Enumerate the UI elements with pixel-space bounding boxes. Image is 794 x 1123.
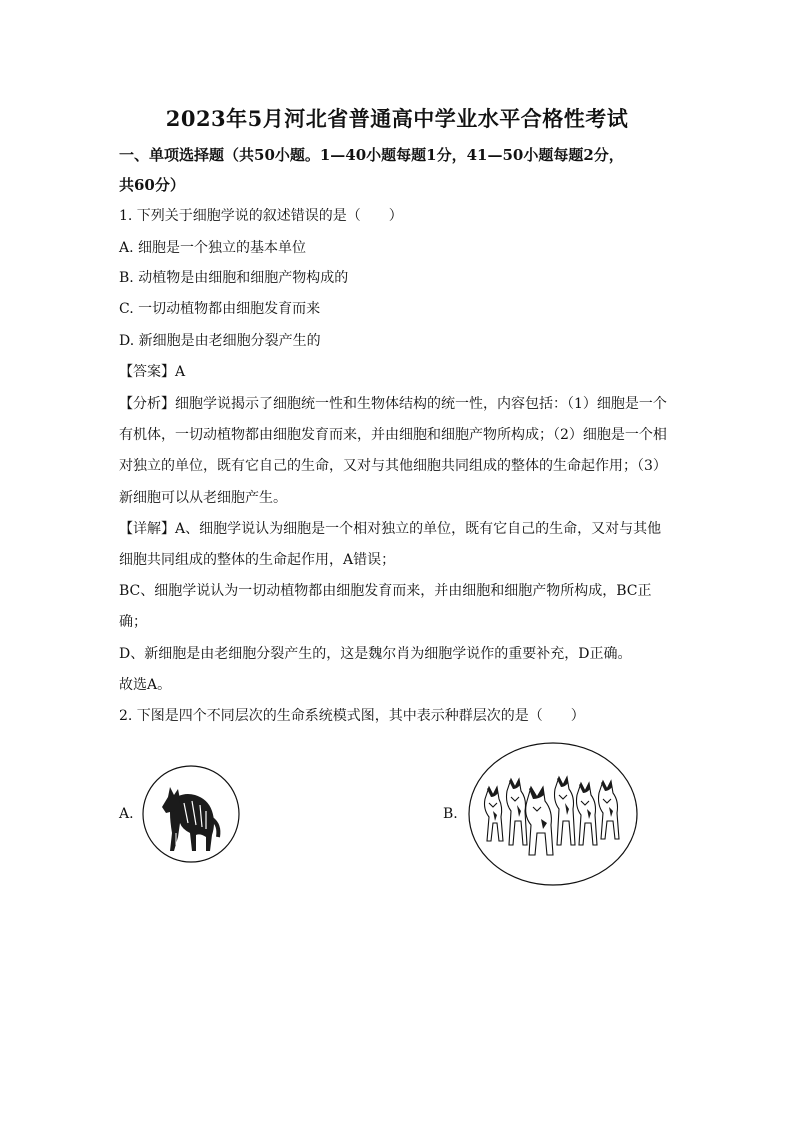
wolf-pack-figure [467, 741, 639, 887]
question-1-detail-line: BC、细胞学说认为一切动植物都由细胞发育而来，并由细胞和细胞产物所构成，BC正 [119, 583, 652, 599]
question-1-detail-line: 故选A。 [119, 677, 172, 693]
wolf-icon [162, 787, 218, 851]
question-1-answer: 【答案】A [119, 364, 186, 380]
question-1-analysis-line: 对独立的单位，既有它自己的生命，又对与其他细胞共同组成的整体的生命起作用；（3） [119, 458, 667, 474]
section-heading-line2: 共60分） [119, 176, 185, 194]
question-1-analysis-line: 【分析】细胞学说揭示了细胞统一性和生物体结构的统一性，内容包括：（1）细胞是一个 [119, 396, 667, 412]
question-1-option-d: D. 新细胞是由老细胞分裂产生的 [119, 333, 321, 349]
question-1-detail-line: D、新细胞是由老细胞分裂产生的，这是魏尔肖为细胞学说作的重要补充，D正确。 [119, 646, 632, 662]
question-1-detail-line: 细胞共同组成的整体的生命起作用，A错误； [119, 552, 396, 568]
question-1-option-a: A. 细胞是一个独立的基本单位 [119, 240, 307, 256]
question-2-option-b-label: B. [443, 806, 458, 822]
question-1-stem: 1. 下列关于细胞学说的叙述错误的是（ ） [119, 208, 403, 224]
question-2-stem: 2. 下图是四个不同层次的生命系统模式图，其中表示种群层次的是（ ） [119, 708, 585, 724]
question-1-option-b: B. 动植物是由细胞和细胞产物构成的 [119, 270, 349, 286]
question-2-option-a-label: A. [119, 806, 134, 822]
question-1-detail-line: 【详解】A、细胞学说认为细胞是一个相对独立的单位，既有它自己的生命，又对与其他 [119, 521, 662, 537]
section-heading-line1: 一、单项选择题（共50小题。1—40小题每题1分，41—50小题每题2分， [119, 146, 624, 164]
question-1-detail-line: 确； [119, 614, 147, 630]
question-1-analysis-line: 新细胞可以从老细胞产生。 [119, 490, 287, 506]
exam-title: 2023年5月河北省普通高中学业水平合格性考试 [165, 106, 629, 131]
single-wolf-figure [140, 763, 242, 865]
question-1-analysis-line: 有机体，一切动植物都由细胞发育而来，并由细胞和细胞产物所构成；（2）细胞是一个相 [119, 427, 667, 443]
question-1-option-c: C. 一切动植物都由细胞发育而来 [119, 301, 321, 317]
wolf-pack-icon [485, 777, 620, 855]
